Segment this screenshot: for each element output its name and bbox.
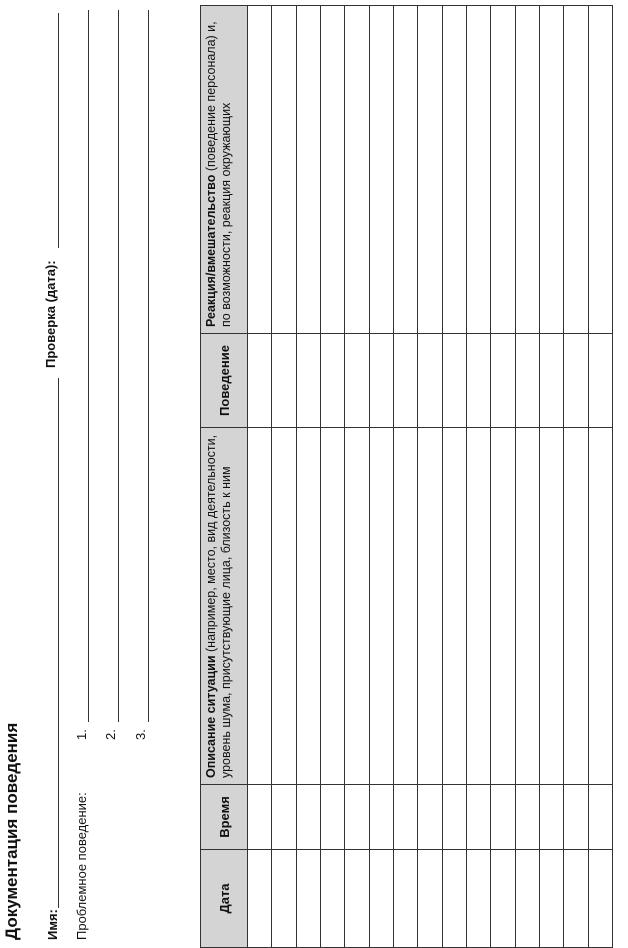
table-cell[interactable] <box>515 334 539 428</box>
table-body <box>248 6 613 948</box>
problem-field-line-3[interactable] <box>148 10 149 722</box>
table-cell[interactable] <box>296 850 320 948</box>
table-row <box>564 6 588 948</box>
table-row <box>491 6 515 948</box>
table-cell[interactable] <box>467 785 491 850</box>
table-cell[interactable] <box>345 6 369 334</box>
table-cell[interactable] <box>345 428 369 785</box>
table-cell[interactable] <box>296 785 320 850</box>
table-cell[interactable] <box>467 6 491 334</box>
table-cell[interactable] <box>515 850 539 948</box>
name-label: Имя: <box>45 909 60 940</box>
table-cell[interactable] <box>564 334 588 428</box>
table-cell[interactable] <box>564 850 588 948</box>
table-cell[interactable] <box>588 850 612 948</box>
table-cell[interactable] <box>321 6 345 334</box>
table-cell[interactable] <box>564 785 588 850</box>
table-cell[interactable] <box>540 850 564 948</box>
table-cell[interactable] <box>248 334 272 428</box>
table-cell[interactable] <box>296 428 320 785</box>
header-situation <box>201 428 248 785</box>
table-cell[interactable] <box>248 785 272 850</box>
table-row <box>296 6 320 948</box>
table-cell[interactable] <box>540 785 564 850</box>
table-cell[interactable] <box>394 6 418 334</box>
table-cell[interactable] <box>394 785 418 850</box>
table-row <box>321 6 345 948</box>
table-row <box>248 6 272 948</box>
problem-field-line-1[interactable] <box>88 10 89 722</box>
table-cell[interactable] <box>296 334 320 428</box>
table-cell[interactable] <box>369 785 393 850</box>
table-cell[interactable] <box>418 6 442 334</box>
table-cell[interactable] <box>540 6 564 334</box>
table-row <box>394 6 418 948</box>
table-cell[interactable] <box>418 785 442 850</box>
table-cell[interactable] <box>296 6 320 334</box>
table-cell[interactable] <box>272 850 296 948</box>
header-reaction-detail: (поведение персонала) и, по возможности, реакция окружающих <box>204 21 233 327</box>
table-cell[interactable] <box>442 428 466 785</box>
header-time: Время <box>201 785 248 850</box>
table-cell[interactable] <box>442 6 466 334</box>
table-header-row <box>201 6 248 948</box>
table-cell[interactable] <box>394 850 418 948</box>
table-cell[interactable] <box>467 334 491 428</box>
table-cell[interactable] <box>491 850 515 948</box>
name-field-line[interactable] <box>58 378 59 908</box>
table-cell[interactable] <box>564 428 588 785</box>
table-cell[interactable] <box>442 785 466 850</box>
table-cell[interactable] <box>515 785 539 850</box>
table-cell[interactable] <box>345 785 369 850</box>
problem-field-line-2[interactable] <box>118 10 119 722</box>
problem-number-2: 2. <box>103 729 118 740</box>
table-cell[interactable] <box>394 334 418 428</box>
check-date-field-line[interactable] <box>58 13 59 248</box>
check-date-label: Проверка (дата): <box>43 260 58 368</box>
table-cell[interactable] <box>515 428 539 785</box>
page-title: Документация поведения <box>2 722 21 940</box>
table-cell[interactable] <box>345 334 369 428</box>
table-cell[interactable] <box>418 428 442 785</box>
table-cell[interactable] <box>467 428 491 785</box>
table-cell[interactable] <box>369 6 393 334</box>
problem-behavior-label: Проблемное поведение: <box>74 792 89 940</box>
table-cell[interactable] <box>588 334 612 428</box>
header-situation-bold: Описание ситуации <box>204 655 218 778</box>
problem-number-3: 3. <box>133 729 148 740</box>
table-cell[interactable] <box>491 6 515 334</box>
table-cell[interactable] <box>321 334 345 428</box>
table-cell[interactable] <box>272 334 296 428</box>
table-cell[interactable] <box>248 850 272 948</box>
table-row <box>515 6 539 948</box>
table-cell[interactable] <box>272 428 296 785</box>
table-row <box>369 6 393 948</box>
header-reaction <box>201 6 248 334</box>
table-row <box>588 6 612 948</box>
table-cell[interactable] <box>369 334 393 428</box>
header-reaction-bold: Реакция/вмешательство <box>204 174 218 327</box>
table-cell[interactable] <box>588 6 612 334</box>
table-row <box>467 6 491 948</box>
table-cell[interactable] <box>272 6 296 334</box>
header-situation-detail: (например, место, вид деятельности, уровень шума, присутствующие лица, близость к ним <box>204 434 233 778</box>
table-cell[interactable] <box>491 785 515 850</box>
behavior-log-table <box>200 5 613 948</box>
table-row <box>442 6 466 948</box>
problem-number-1: 1. <box>74 729 89 740</box>
table-cell[interactable] <box>418 850 442 948</box>
table-cell[interactable] <box>321 785 345 850</box>
table-cell[interactable] <box>467 850 491 948</box>
table-cell[interactable] <box>442 334 466 428</box>
table-cell[interactable] <box>588 428 612 785</box>
table-cell[interactable] <box>248 428 272 785</box>
header-date: Дата <box>201 850 248 948</box>
table-cell[interactable] <box>540 334 564 428</box>
header-behavior: Поведение <box>201 334 248 428</box>
table-cell[interactable] <box>564 6 588 334</box>
table-cell[interactable] <box>369 850 393 948</box>
table-cell[interactable] <box>394 428 418 785</box>
table-cell[interactable] <box>515 6 539 334</box>
table-cell[interactable] <box>588 785 612 850</box>
table-row <box>540 6 564 948</box>
table-cell[interactable] <box>369 428 393 785</box>
table-cell[interactable] <box>491 334 515 428</box>
table-cell[interactable] <box>248 6 272 334</box>
table-row <box>345 6 369 948</box>
table-row <box>272 6 296 948</box>
table-cell[interactable] <box>442 850 466 948</box>
table-row <box>418 6 442 948</box>
table-cell[interactable] <box>321 850 345 948</box>
table-cell[interactable] <box>321 428 345 785</box>
table-cell[interactable] <box>540 428 564 785</box>
table-cell[interactable] <box>491 428 515 785</box>
table-cell[interactable] <box>418 334 442 428</box>
table-cell[interactable] <box>345 850 369 948</box>
table-cell[interactable] <box>272 785 296 850</box>
